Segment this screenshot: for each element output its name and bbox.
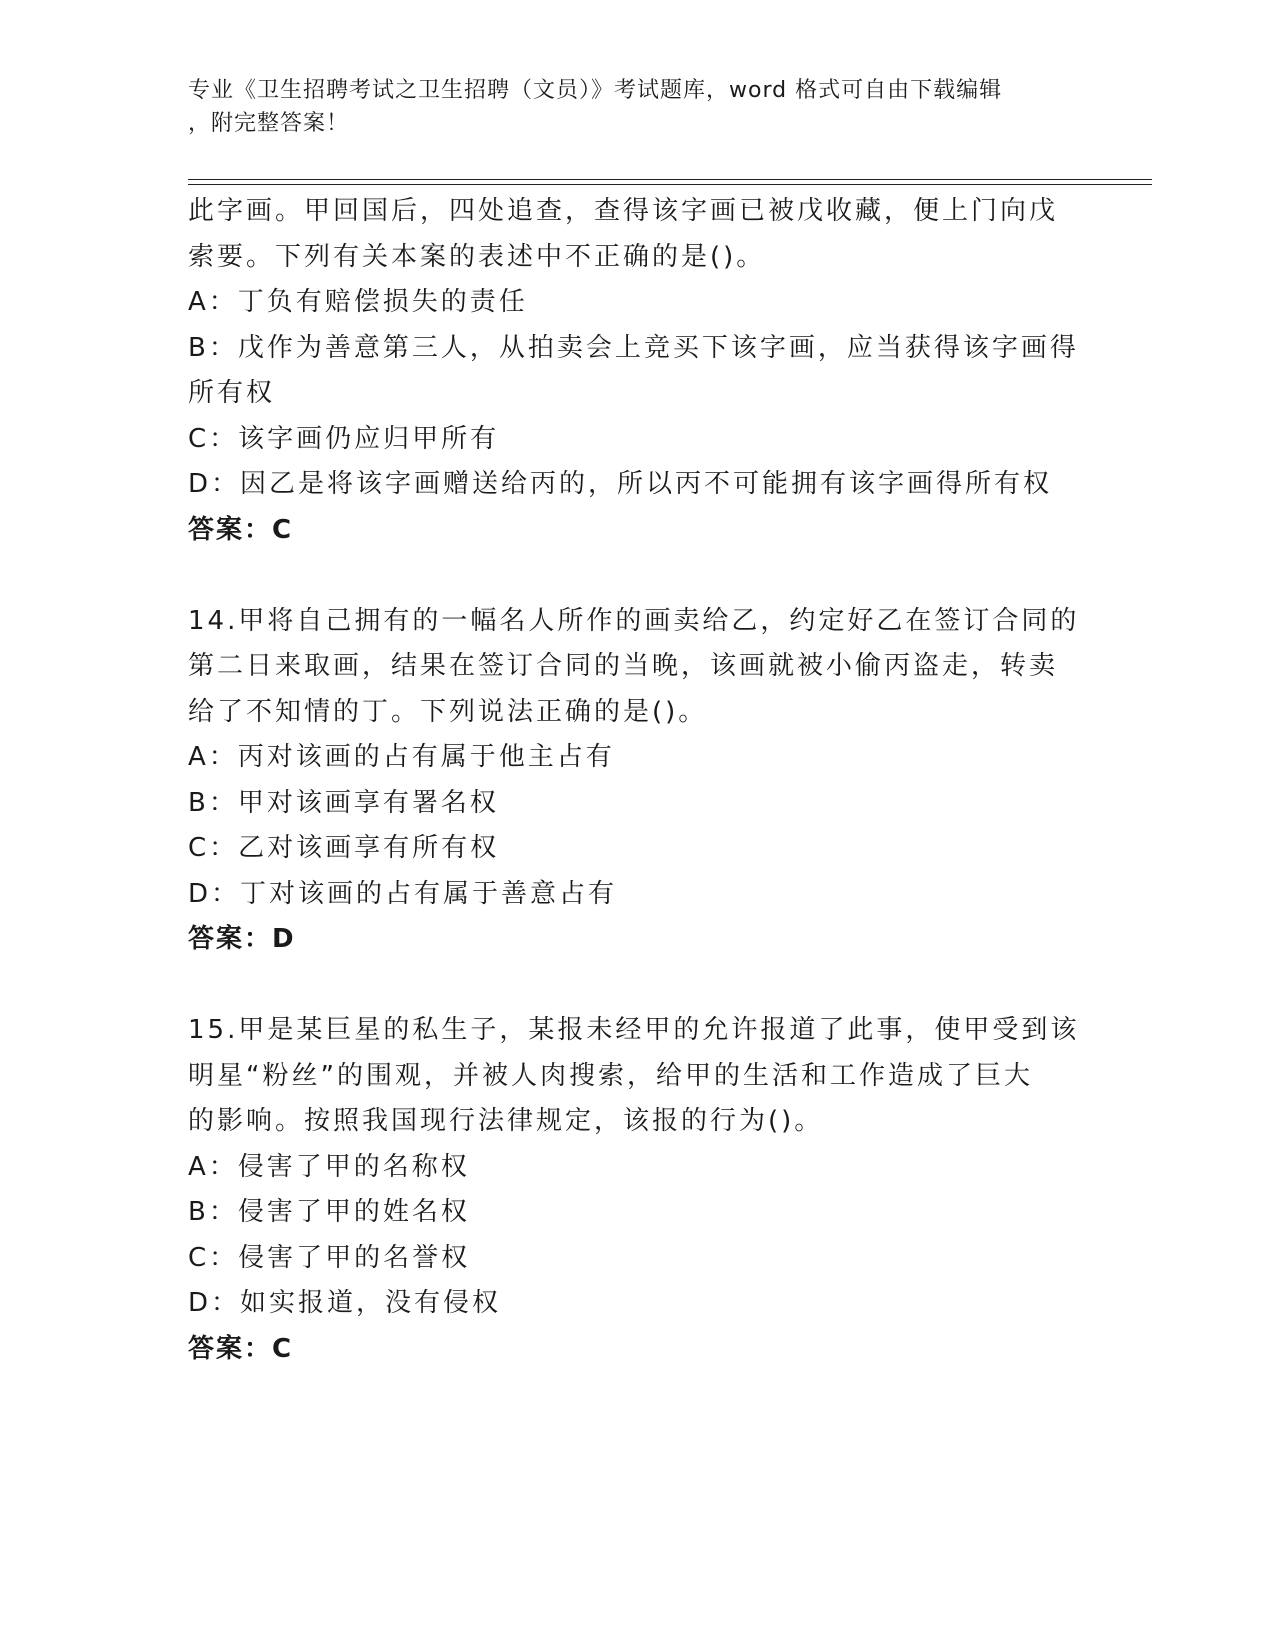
option-a: A：丙对该画的占有属于他主占有 bbox=[188, 742, 615, 772]
question-13 bbox=[188, 189, 1088, 553]
question-stem-line: 此字画。甲回国后，四处追查，查得该字画已被戊收藏，便上门向戊 bbox=[188, 196, 1059, 226]
header-divider-bottom bbox=[188, 184, 1152, 185]
option-c: C：侵害了甲的名誉权 bbox=[188, 1242, 471, 1273]
header-line-1: 专业《卫生招聘考试之卫生招聘（文员）》考试题库，word 格式可自由下载编辑 bbox=[188, 78, 1003, 103]
answer-line: 答案：C bbox=[188, 514, 294, 545]
answer-line: 答案：D bbox=[188, 924, 296, 954]
question-stem-line: 索要。下列有关本案的表述中不正确的是()。 bbox=[188, 241, 766, 272]
option-b: B：侵害了甲的姓名权 bbox=[188, 1197, 470, 1227]
header-line-2: ，附完整答案！ bbox=[188, 111, 350, 136]
question-stem-line: 的影响。按照我国现行法律规定，该报的行为()。 bbox=[188, 1106, 824, 1136]
option-b: B：戊作为善意第三人，从拍卖会上竞买下该字画，应当获得该字画得 bbox=[188, 332, 1079, 363]
option-a: A：丁负有赔偿损失的责任 bbox=[188, 287, 528, 317]
question-stem-line: 15.甲是某巨星的私生子，某报未经甲的允许报道了此事，使甲受到该 bbox=[188, 1015, 1080, 1045]
option-d: D：如实报道，没有侵权 bbox=[188, 1288, 502, 1318]
header-divider-top bbox=[188, 179, 1152, 180]
option-d: D：因乙是将该字画赠送给丙的，所以丙不可能拥有该字画得所有权 bbox=[188, 469, 1053, 499]
answer-line: 答案：C bbox=[188, 1333, 294, 1364]
question-14 bbox=[188, 599, 1088, 963]
spacer bbox=[188, 553, 1088, 599]
document-header bbox=[188, 74, 1068, 140]
question-stem-line: 给了不知情的丁。下列说法正确的是()。 bbox=[188, 696, 708, 727]
option-d: D：丁对该画的占有属于善意占有 bbox=[188, 878, 618, 909]
option-b-continued: 所有权 bbox=[188, 378, 276, 408]
question-content bbox=[188, 189, 1088, 1372]
option-c: C：该字画仍应归甲所有 bbox=[188, 423, 500, 454]
question-15 bbox=[188, 1008, 1088, 1372]
option-c: C：乙对该画享有所有权 bbox=[188, 833, 500, 863]
option-a: A：侵害了甲的名称权 bbox=[188, 1151, 470, 1182]
option-b: B：甲对该画享有署名权 bbox=[188, 787, 499, 818]
question-stem-line: 14.甲将自己拥有的一幅名人所作的画卖给乙，约定好乙在签订合同的 bbox=[188, 605, 1080, 636]
question-stem-line: 第二日来取画，结果在签订合同的当晚，该画就被小偷丙盗走，转卖 bbox=[188, 651, 1059, 681]
spacer bbox=[188, 963, 1088, 1009]
question-stem-line: 明星“粉丝”的围观，并被人肉搜索，给甲的生活和工作造成了巨大 bbox=[188, 1060, 1033, 1091]
